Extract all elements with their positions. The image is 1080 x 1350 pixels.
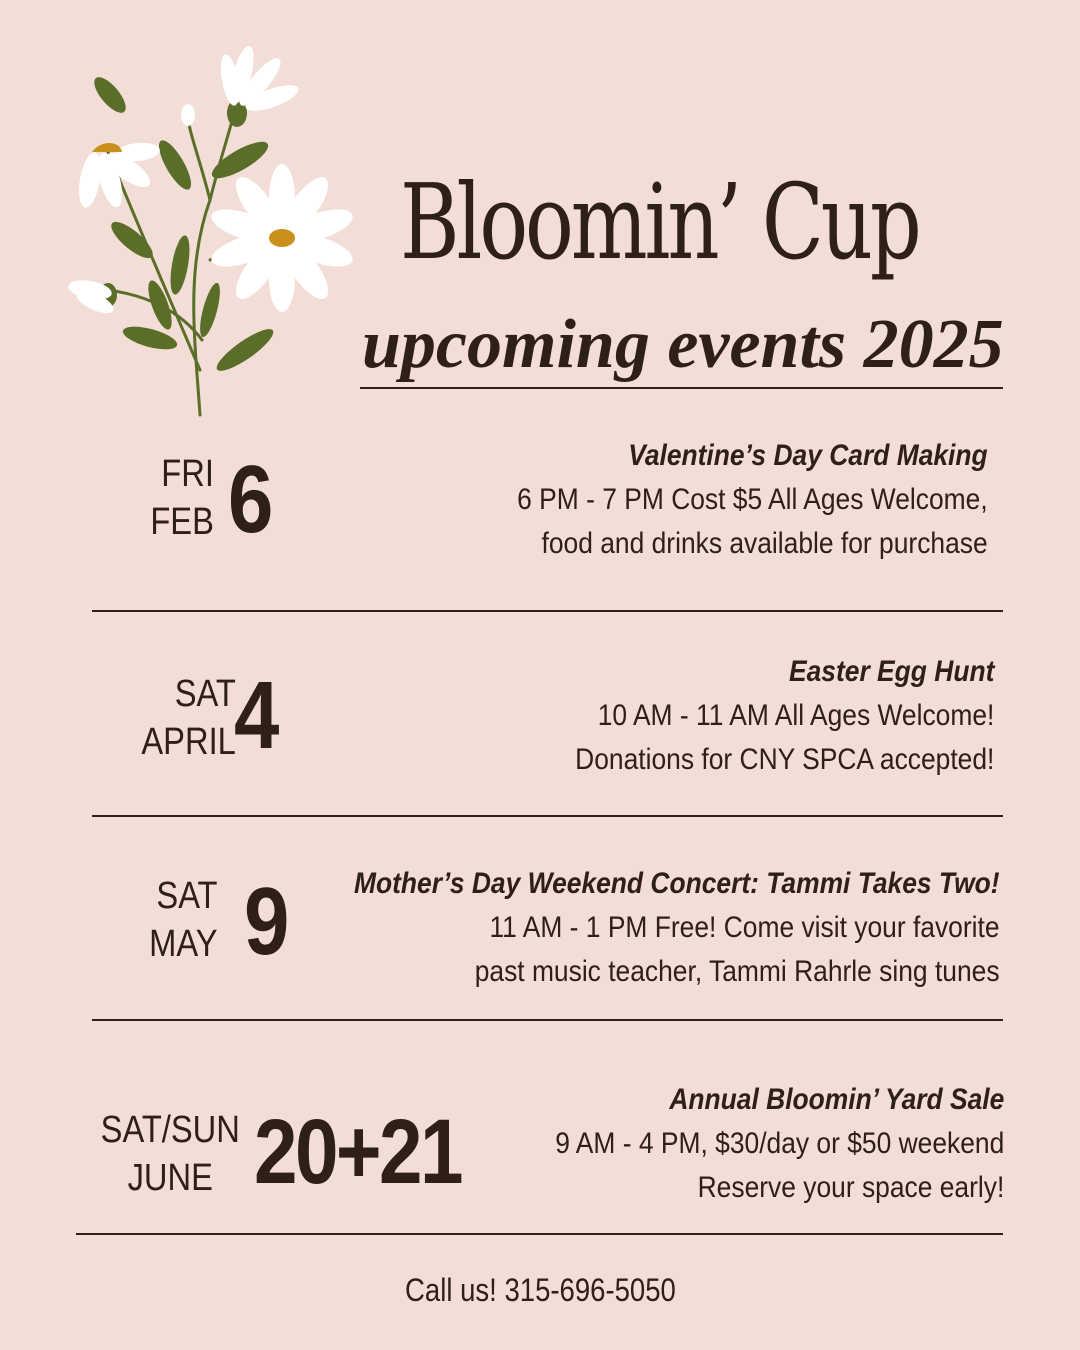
event-line-1: 10 AM - 11 AM All Ages Welcome! [597, 699, 994, 732]
event-weekday: SAT [174, 673, 236, 715]
event-divider [92, 1019, 1003, 1021]
event-divider [92, 815, 1003, 817]
event-day-number: 6 [228, 446, 271, 553]
event-date-label [150, 872, 218, 968]
event-line-2: food and drinks available for purchase [541, 527, 988, 560]
event-divider [76, 1233, 1003, 1235]
page-title: Bloomin’ Cup [400, 161, 919, 283]
event-day-number: 20+21 [254, 1101, 461, 1203]
event-month: JUNE [127, 1157, 214, 1199]
event-month: MAY [149, 923, 218, 965]
event-month: APRIL [141, 721, 236, 763]
event-line-1: 9 AM - 4 PM, $30/day or $50 weekend [554, 1127, 1004, 1160]
event-date-label [142, 670, 236, 766]
event-weekday: FRI [161, 453, 214, 495]
event-date-label [150, 450, 214, 546]
event-name: Valentine’s Day Card Making [628, 439, 988, 472]
event-details [575, 650, 994, 782]
event-month: FEB [150, 501, 214, 543]
event-details [518, 434, 988, 566]
event-line-1: 11 AM - 1 PM Free! Come visit your favorite [489, 911, 1000, 944]
title-divider [360, 387, 1003, 389]
page-subtitle: upcoming events 2025 [362, 306, 1004, 383]
event-name: Annual Bloomin’ Yard Sale [669, 1083, 1004, 1116]
event-details [555, 1078, 1004, 1210]
event-line-2: past music teacher, Tammi Rahrle sing tunes [475, 955, 1000, 988]
contact-footer [0, 1272, 1080, 1309]
event-divider [92, 610, 1003, 612]
event-line-1: 6 PM - 7 PM Cost $5 All Ages Welcome, [517, 483, 988, 516]
event-name: Easter Egg Hunt [788, 655, 994, 688]
event-line-2: Donations for CNY SPCA accepted! [574, 743, 994, 776]
event-details [354, 862, 1000, 994]
event-day-number: 4 [234, 662, 277, 769]
event-weekday: SAT [156, 875, 218, 917]
event-date-label [101, 1106, 240, 1202]
event-day-number: 9 [244, 868, 287, 975]
event-line-2: Reserve your space early! [697, 1171, 1004, 1204]
daisy-bouquet-illustration [60, 40, 360, 420]
event-name: Mother’s Day Weekend Concert: Tammi Takes Two! [354, 867, 1000, 900]
contact-phone[interactable]: Call us! 315-696-5050 [404, 1272, 676, 1308]
event-weekday: SAT/SUN [100, 1109, 240, 1151]
